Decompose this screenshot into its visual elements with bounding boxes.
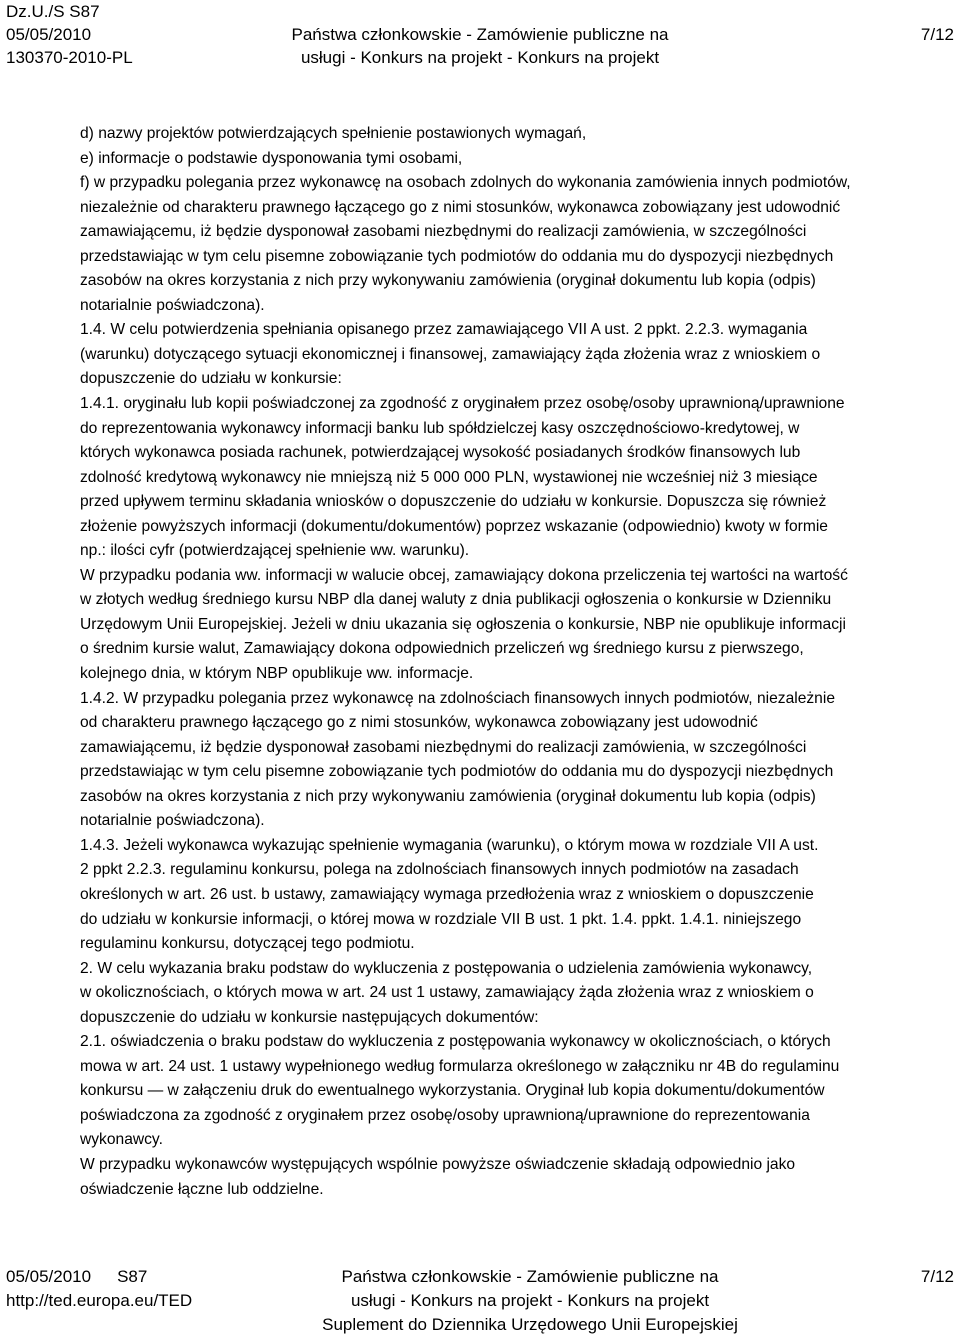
body-line: 2. W celu wykazania braku podstaw do wykluczenia z postępowania o udzielenia zamówienia wykonawcy,	[80, 959, 813, 977]
body-line: konkursu — w załączeniu druk do ewentualnego wykorzystania. Oryginał lub kopia dokumentu/dokumentów	[80, 1082, 825, 1100]
body-line: zamawiającemu, iż będzie dysponował zasobami niezbędnymi do realizacji zamówienia, w szczególności	[80, 223, 807, 241]
body-line: złożenie powyższych informacji (dokumentu/dokumentów) poprzez wskazanie (odpowiednio) kwoty w formie	[80, 517, 828, 535]
body-line: e) informacje o podstawie dysponowania tymi osobami,	[80, 149, 463, 167]
document-body	[80, 122, 950, 1202]
body-line: W przypadku podania ww. informacji w walucie obcej, zamawiający dokona przeliczenia tej wartości na wartość	[80, 566, 848, 584]
body-line: których wykonawca posiada rachunek, potwierdzającej wysokość posiadanych środków finansowych lub	[80, 444, 801, 462]
body-line: przed upływem terminu składania wniosków o dopuszczenie do udziału w konkursie. Dopuszcza się również	[80, 493, 827, 511]
footer-date: 05/05/2010	[6, 1267, 92, 1286]
body-line: d) nazwy projektów potwierdzających spełnienie postawionych wymagań,	[80, 125, 587, 142]
body-line: poświadczona za zgodność z oryginałem przez osobę/osoby uprawnioną/uprawnione do reprezentowania	[80, 1106, 810, 1124]
body-line: (warunku) dotyczącego sytuacji ekonomicznej i finansowej, zamawiający żąda złożenia wraz z wnioskiem o	[80, 345, 821, 363]
body-line: przedstawiając w tym celu pisemne zobowiązanie tych podmiotów do oddania mu do dyspozycji niezbędnych	[80, 763, 834, 781]
body-line: w okolicznościach, o których mowa w art. 24 ust 1 ustawy, zamawiający żąda złożenia wraz z wnioskiem o	[80, 984, 814, 1002]
body-line: zamawiającemu, iż będzie dysponował zasobami niezbędnymi do realizacji zamówienia, w szczególności	[80, 738, 807, 756]
body-line: 1.4. W celu potwierdzenia spełniania opisanego przez zamawiającego VII A ust. 2 ppkt. 2.2.3. wymagania	[80, 321, 808, 339]
body-line: notarialnie poświadczona).	[80, 812, 265, 830]
body-line: zasobów na okres korzystania z nich przy wykonywaniu zamówienia (oryginał dokumentu lub kopia (odpis)	[80, 272, 816, 290]
header-title-line1: Państwa członkowskie - Zamówienie publiczne na	[291, 25, 669, 44]
body-line: niezależnie od charakteru prawnego łączącego go z nimi stosunków, wykonawca zobowiązany jest udowodnić	[80, 198, 841, 216]
footer-center	[0, 1265, 960, 1337]
footer-title-line1: Państwa członkowskie - Zamówienie publiczne na	[341, 1267, 719, 1286]
body-line: w złotych według średniego kursu NBP dla danej waluty z dnia publikacji ogłoszenia o konkursie w Dzienniku	[80, 591, 832, 609]
body-line: oświadczenie łączne lub oddzielne.	[80, 1180, 324, 1198]
body-line: dopuszczenie do udziału w konkursie następujących dokumentów:	[80, 1008, 539, 1026]
header-date: 05/05/2010	[6, 25, 92, 44]
header-title-line2: usługi - Konkurs na projekt - Konkurs na projekt	[300, 48, 660, 67]
header-center	[0, 0, 960, 69]
footer-title-line2: usługi - Konkurs na projekt - Konkurs na projekt	[350, 1291, 710, 1310]
body-line: regulaminu konkursu, dotyczącej tego podmiotu.	[80, 935, 415, 953]
body-line: f) w przypadku polegania przez wykonawcę na osobach zdolnych do wykonania zamówienia innych podmiotów,	[80, 174, 851, 192]
body-line: 1.4.3. Jeżeli wykonawca wykazując spełnienie wymagania (warunku), o którym mowa w rozdziale VII A ust.	[80, 836, 819, 854]
footer-series: S87	[117, 1267, 148, 1286]
body-line: o średnim kursie walut, Zamawiający dokona odpowiednich przeliczeń wg średniego kursu z pierwszego,	[80, 640, 804, 658]
body-line: od charakteru prawnego łączącego go z nimi stosunków, wykonawca zobowiązany jest udowodnić	[80, 714, 758, 732]
body-line: zasobów na okres korzystania z nich przy wykonywaniu zamówienia (oryginał dokumentu lub kopia (odpis)	[80, 787, 816, 805]
header-page-number: 7/12	[920, 25, 954, 44]
header-ref: 130370-2010-PL	[6, 48, 133, 67]
body-line: przedstawiając w tym celu pisemne zobowiązanie tych podmiotów do oddania mu do dyspozycji niezbędnych	[80, 247, 834, 265]
body-line: określonych w art. 26 ust. b ustawy, zamawiający wymaga przedłożenia wraz z wnioskiem o dopuszczenie	[80, 885, 814, 903]
body-line: 1.4.1. oryginału lub kopii poświadczonej za zgodność z oryginałem przez osobę/osoby uprawnioną/uprawnione	[80, 395, 845, 413]
body-line: kolejnego dnia, w którym NBP opublikuje ww. informacje.	[80, 665, 474, 683]
body-line: np.: ilości cyfr (potwierdzającej spełnienie ww. warunku).	[80, 542, 470, 560]
body-line: dopuszczenie do udziału w konkursie:	[80, 370, 342, 388]
body-line: 1.4.2. W przypadku polegania przez wykonawcę na zdolnościach finansowych innych podmiotów, niezależnie	[80, 689, 835, 707]
footer-url-link[interactable]: http://ted.europa.eu/TED	[6, 1291, 193, 1310]
footer-page-number: 7/12	[920, 1267, 954, 1286]
body-line: zdolność kredytową wykonawcy nie mniejszą niż 5 000 000 PLN, wystawionej nie wcześniej niż 3 miesiące	[80, 468, 818, 486]
body-line: W przypadku wykonawców występujących wspólnie powyższe oświadczenie składają odpowiednio jako	[80, 1155, 796, 1173]
body-line: wykonawcy.	[80, 1131, 163, 1149]
footer-title-line3: Suplement do Dziennika Urzędowego Unii Europejskiej	[322, 1315, 738, 1334]
body-line: Urzędowym Unii Europejskiej. Jeżeli w dniu ukazania się ogłoszenia o konkursie, NBP nie opublikuje informacji	[80, 615, 846, 633]
header-journal: Dz.U./S S87	[6, 2, 100, 21]
body-line: do reprezentowania wykonawcy informacji banku lub spółdzielczej kasy oszczędnościowo-kredytowej, w	[80, 419, 800, 437]
body-line: 2.1. oświadczenia o braku podstaw do wykluczenia z postępowania wykonawcy w okolicznościach, o których	[80, 1033, 831, 1051]
body-line: notarialnie poświadczona).	[80, 296, 265, 314]
body-line: 2 ppkt 2.2.3. regulaminu konkursu, polega na zdolnościach finansowych innych podmiotów na zasadach	[80, 861, 799, 879]
body-line: do udziału w konkursie informacji, o której mowa w rozdziale VII B ust. 1 pkt. 1.4. ppkt. 1.4.1. niniejszego	[80, 910, 802, 928]
body-line: mowa w art. 24 ust. 1 ustawy wypełnionego według formularza określonego w załączniku nr 4B do regulaminu	[80, 1057, 840, 1075]
